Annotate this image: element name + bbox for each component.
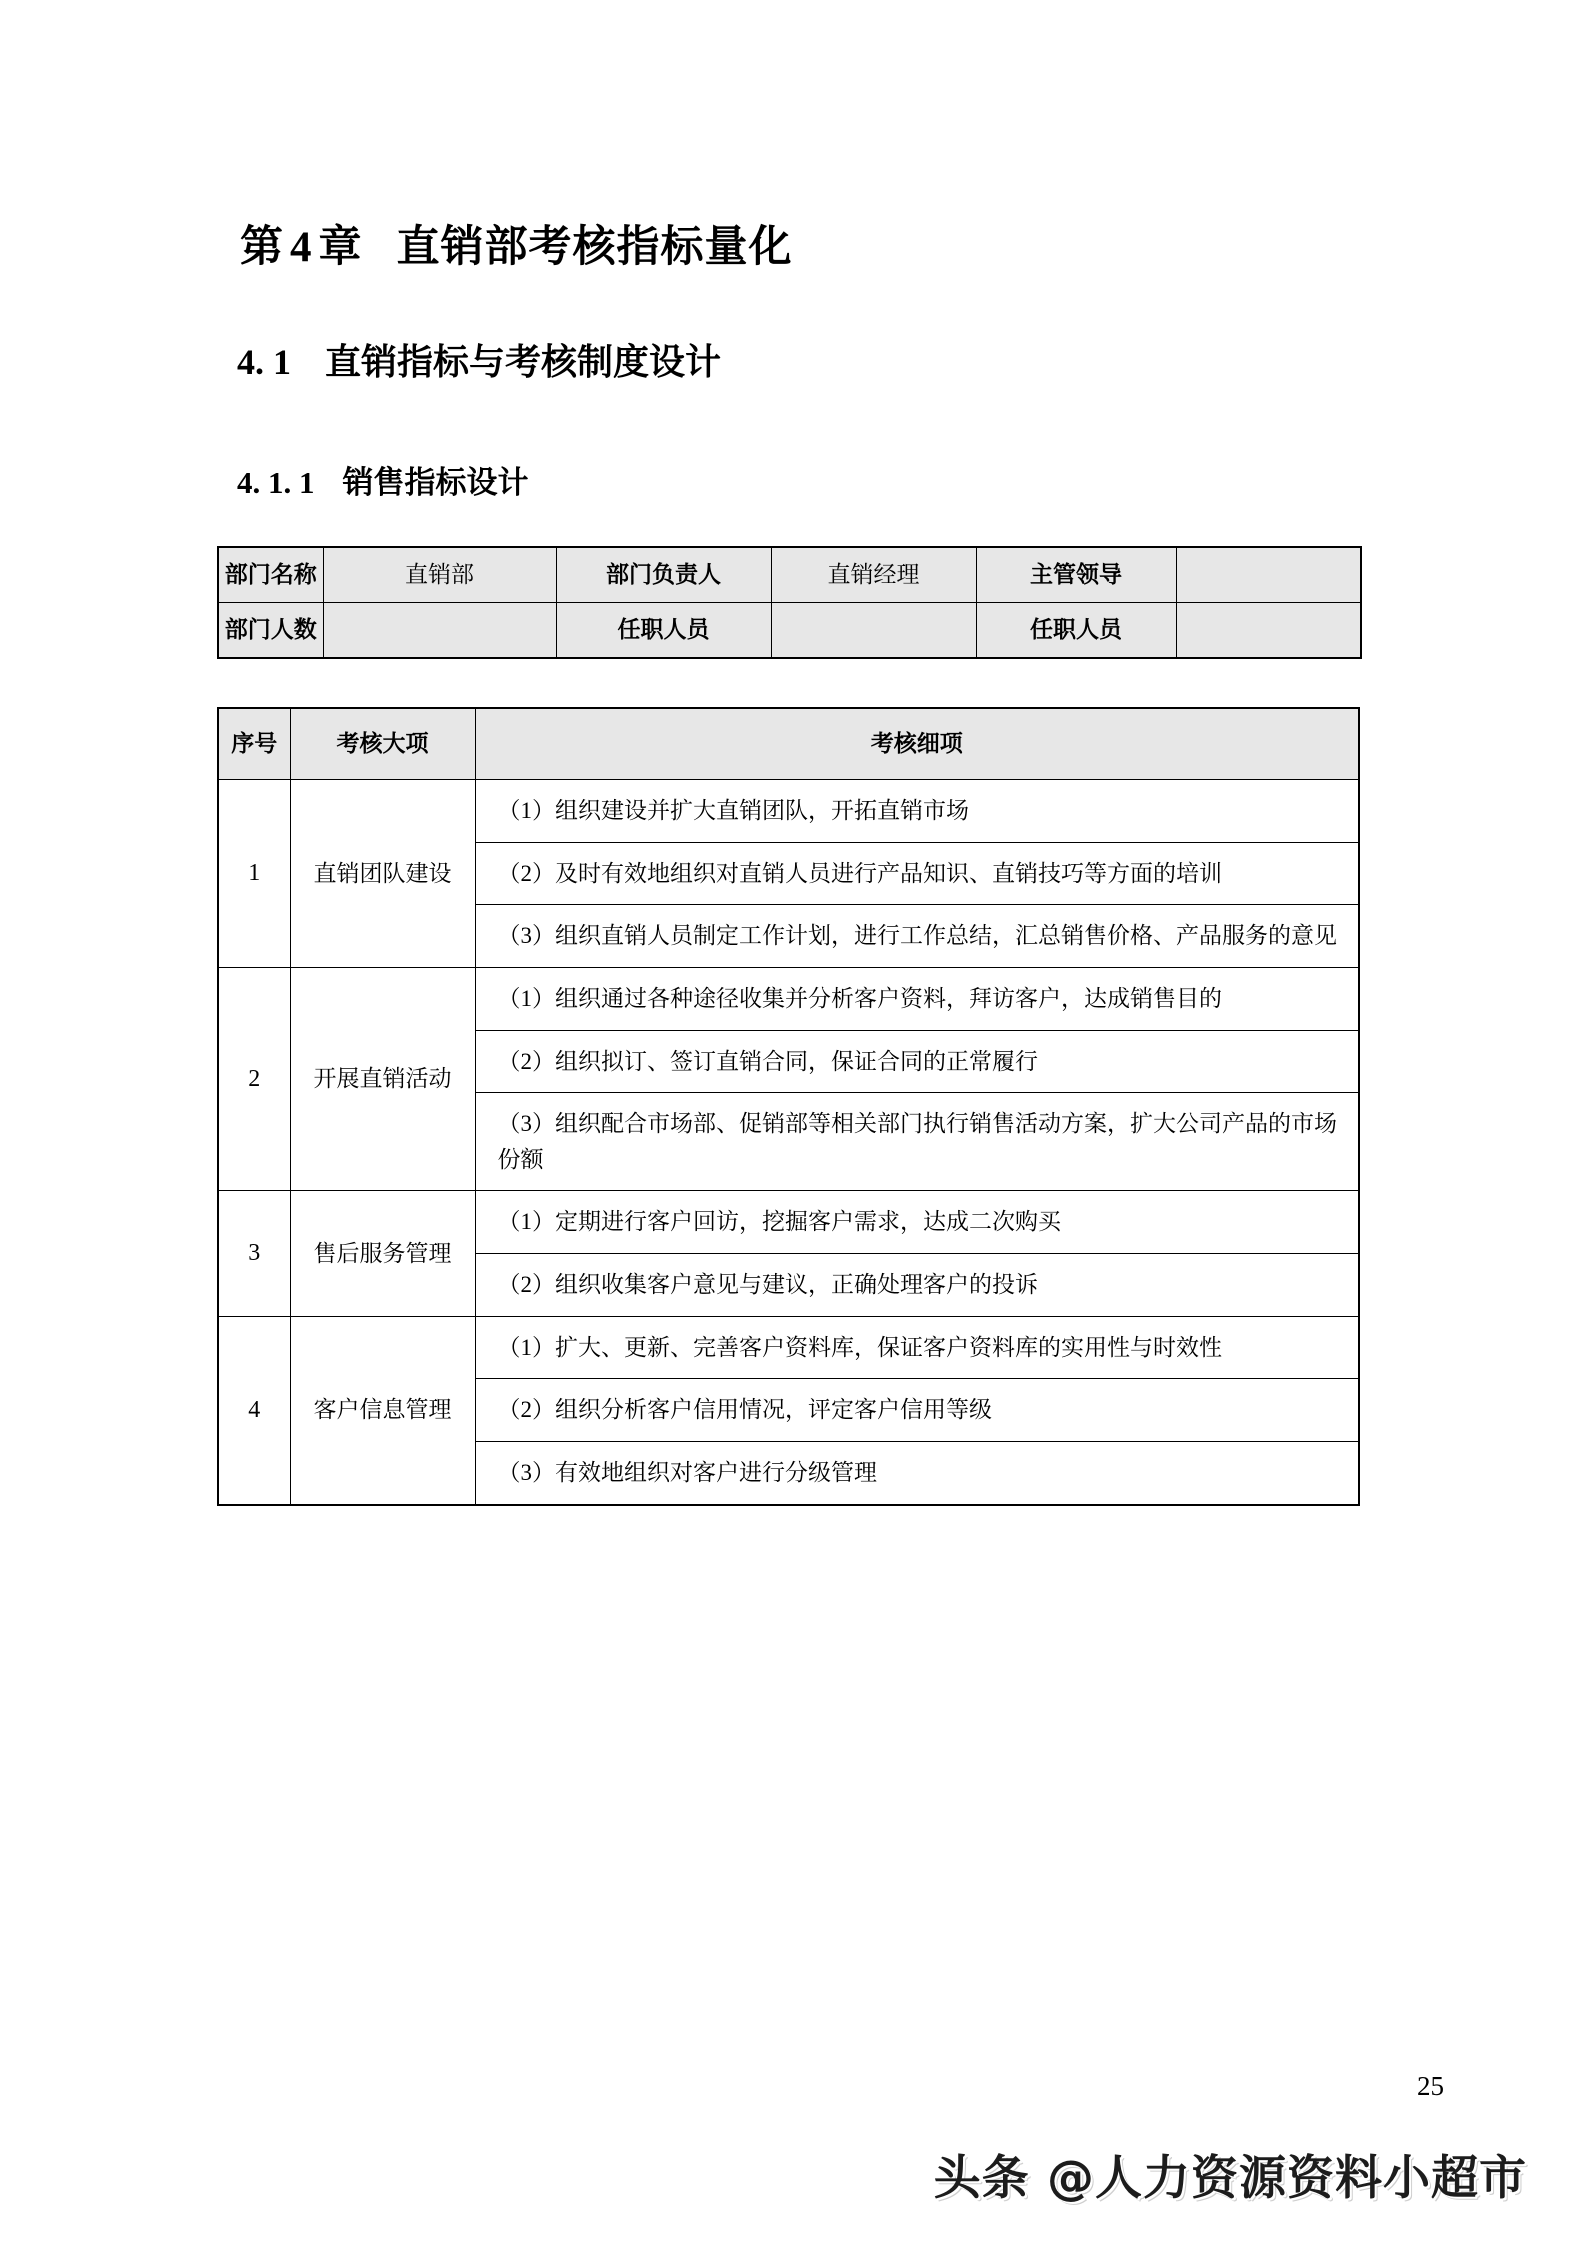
section-number: 4. 1 [237,341,291,382]
info-table-row [218,603,1361,659]
subsection-title: 销售指标设计 [342,465,529,500]
section-heading [237,341,721,384]
info-value-cell [771,603,976,659]
info-label-cell: 部门人数 [218,603,323,659]
section-title: 直销指标与考核制度设计 [325,341,722,382]
info-label-cell: 任职人员 [976,603,1176,659]
row-number-cell: 2 [218,967,290,1191]
table-row [218,780,1359,843]
chapter-suffix: 章 [318,223,363,271]
category-cell: 直销团队建设 [290,780,475,968]
info-label-cell: 部门负责人 [556,547,771,603]
header-item: 考核细项 [475,708,1359,780]
info-value-cell: 直销部 [323,547,556,603]
header-category: 考核大项 [290,708,475,780]
info-value-cell [1176,603,1361,659]
chapter-number: 4 [290,223,313,271]
detail-item-cell: （2）组织收集客户意见与建议，正确处理客户的投诉 [475,1254,1359,1317]
detail-item-cell: （3）组织直销人员制定工作计划，进行工作总结，汇总销售价格、产品服务的意见 [475,905,1359,968]
main-table-head [218,708,1359,780]
detail-item-cell: （2）及时有效地组织对直销人员进行产品知识、直销技巧等方面的培训 [475,842,1359,905]
watermark-text: 头条 @人力资源资料小超市 [933,2151,1527,2206]
assessment-indicator-table [217,707,1360,1506]
info-label-cell: 主管领导 [976,547,1176,603]
table-row [218,967,1359,1030]
detail-item-cell: （2）组织拟订、签订直销合同，保证合同的正常履行 [475,1030,1359,1093]
detail-item-cell: （1）定期进行客户回访，挖掘客户需求，达成二次购买 [475,1191,1359,1254]
row-number-cell: 3 [218,1191,290,1316]
detail-item-cell: （1）组织建设并扩大直销团队，开拓直销市场 [475,780,1359,843]
table-header-row [218,708,1359,780]
detail-item-cell: （2）组织分析客户信用情况，评定客户信用等级 [475,1379,1359,1442]
table-row [218,1316,1359,1379]
info-value-cell [323,603,556,659]
main-table-body [218,780,1359,1505]
category-cell: 售后服务管理 [290,1191,475,1316]
info-label-cell: 任职人员 [556,603,771,659]
subsection-heading [237,464,529,501]
detail-item-cell: （3）组织配合市场部、促销部等相关部门执行销售活动方案，扩大公司产品的市场份额 [475,1093,1359,1191]
department-info-table [217,546,1362,659]
row-number-cell: 1 [218,780,290,968]
info-table-row [218,547,1361,603]
info-table-body [218,547,1361,658]
category-cell: 客户信息管理 [290,1316,475,1504]
page-number: 25 [1417,2071,1444,2101]
detail-item-cell: （1）扩大、更新、完善客户资料库，保证客户资料库的实用性与时效性 [475,1316,1359,1379]
detail-item-cell: （1）组织通过各种途径收集并分析客户资料，拜访客户，达成销售目的 [475,967,1359,1030]
category-cell: 开展直销活动 [290,967,475,1191]
info-value-cell [1176,547,1361,603]
table-row [218,1191,1359,1254]
info-value-cell: 直销经理 [771,547,976,603]
chapter-title: 直销部考核指标量化 [396,223,793,271]
subsection-number: 4. 1. 1 [237,465,315,500]
chapter-prefix: 第 [240,223,284,271]
chapter-heading [240,222,793,274]
header-no: 序号 [218,708,290,780]
detail-item-cell: （3）有效地组织对客户进行分级管理 [475,1442,1359,1505]
info-label-cell: 部门名称 [218,547,323,603]
row-number-cell: 4 [218,1316,290,1504]
